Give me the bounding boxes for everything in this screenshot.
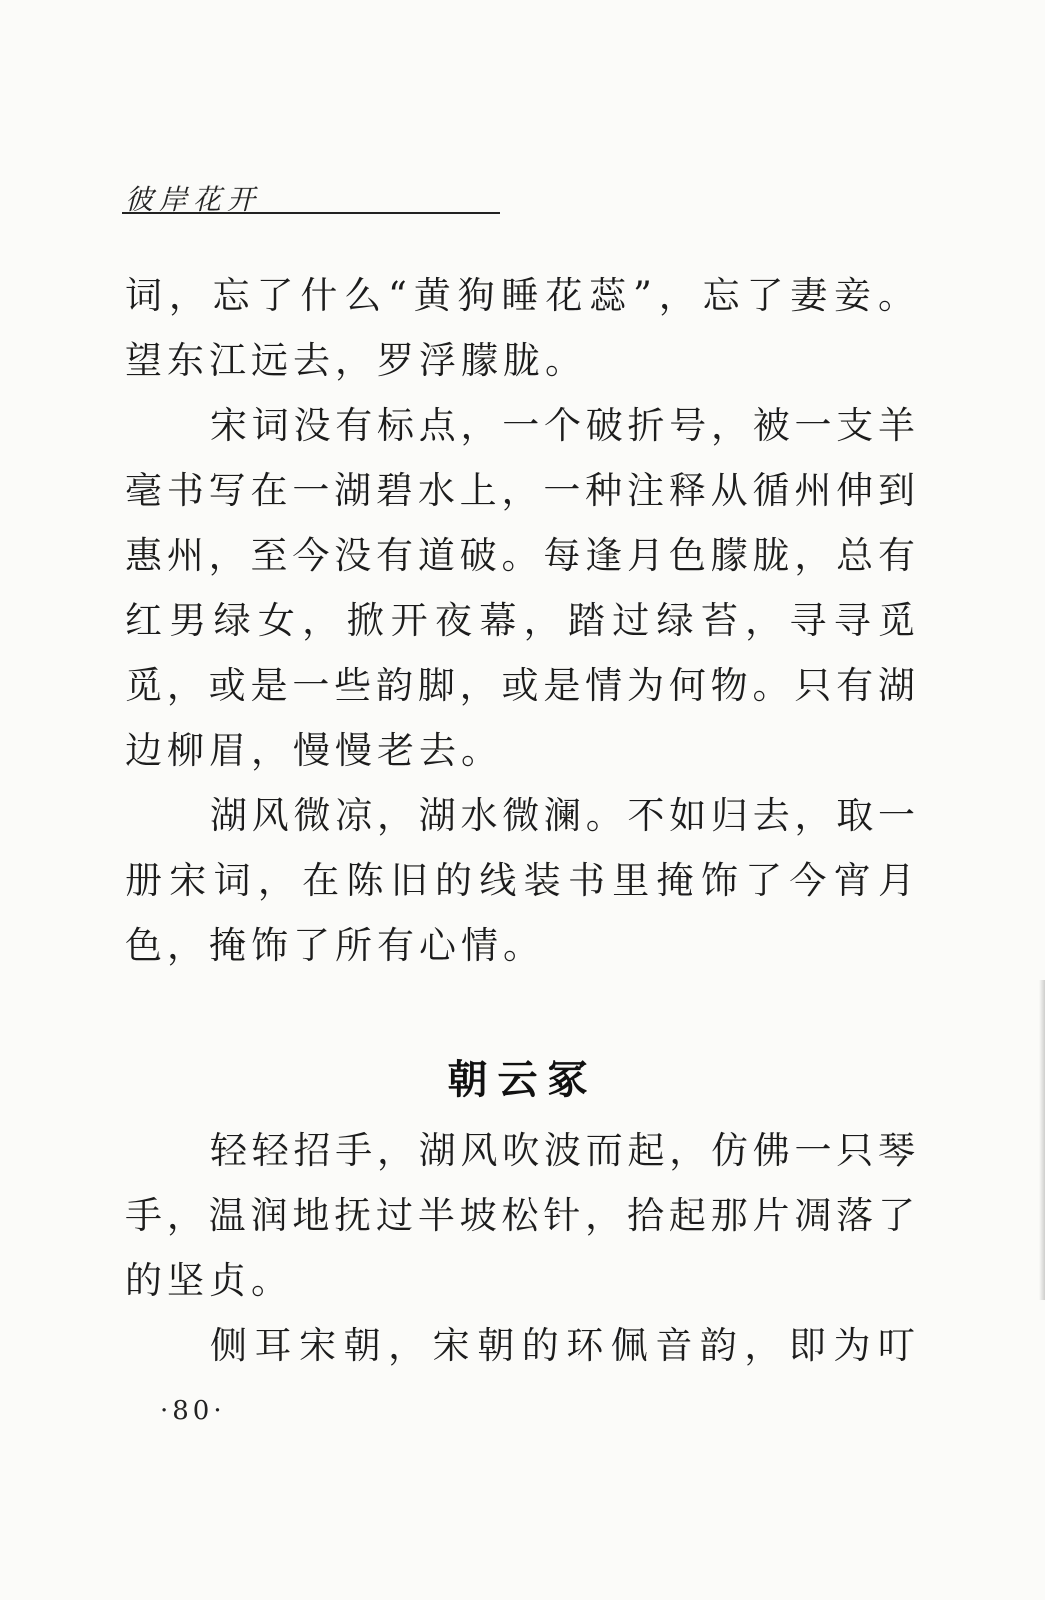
text-line: 毫书写在一湖碧水上，一种注释从循州伸到: [125, 469, 915, 512]
text-line: 边柳眉，慢慢老去。: [125, 729, 503, 772]
text-line: 望东江远去，罗浮朦胧。: [125, 339, 587, 382]
section-title: 朝云冢: [447, 1056, 598, 1103]
header-rule: [122, 212, 500, 214]
text-line: 手，温润地抚过半坡松针，拾起那片凋落了: [125, 1194, 915, 1237]
text-line: 觅，或是一些韵脚，或是情为何物。只有湖: [125, 664, 915, 707]
paragraph-first-line: 宋词没有标点，一个破折号，被一支羊: [210, 404, 915, 447]
paragraph-first-line: 湖风微凉，湖水微澜。不如归去，取一: [210, 794, 915, 837]
text-line: 红男绿女，掀开夜幕，踏过绿苔，寻寻觅: [125, 599, 915, 642]
paragraph-first-line: 轻轻招手，湖风吹波而起，仿佛一只琴: [210, 1129, 915, 1172]
text-line: 色，掩饰了所有心情。: [125, 924, 545, 967]
text-line: 词，忘了什么“黄狗睡花蕊”，忘了妻妾。: [125, 274, 915, 317]
text-line: 的坚贞。: [125, 1259, 293, 1302]
paragraph-first-line: 侧耳宋朝，宋朝的环佩音韵，即为叮: [210, 1324, 915, 1367]
page-number: ·80·: [160, 1396, 226, 1426]
text-line: 册宋词，在陈旧的线装书里掩饰了今宵月: [125, 859, 915, 902]
text-line: 惠州，至今没有道破。每逢月色朦胧，总有: [125, 534, 915, 577]
page-edge-shadow: [1039, 980, 1045, 1300]
running-header-title: 彼岸花开: [125, 183, 262, 216]
